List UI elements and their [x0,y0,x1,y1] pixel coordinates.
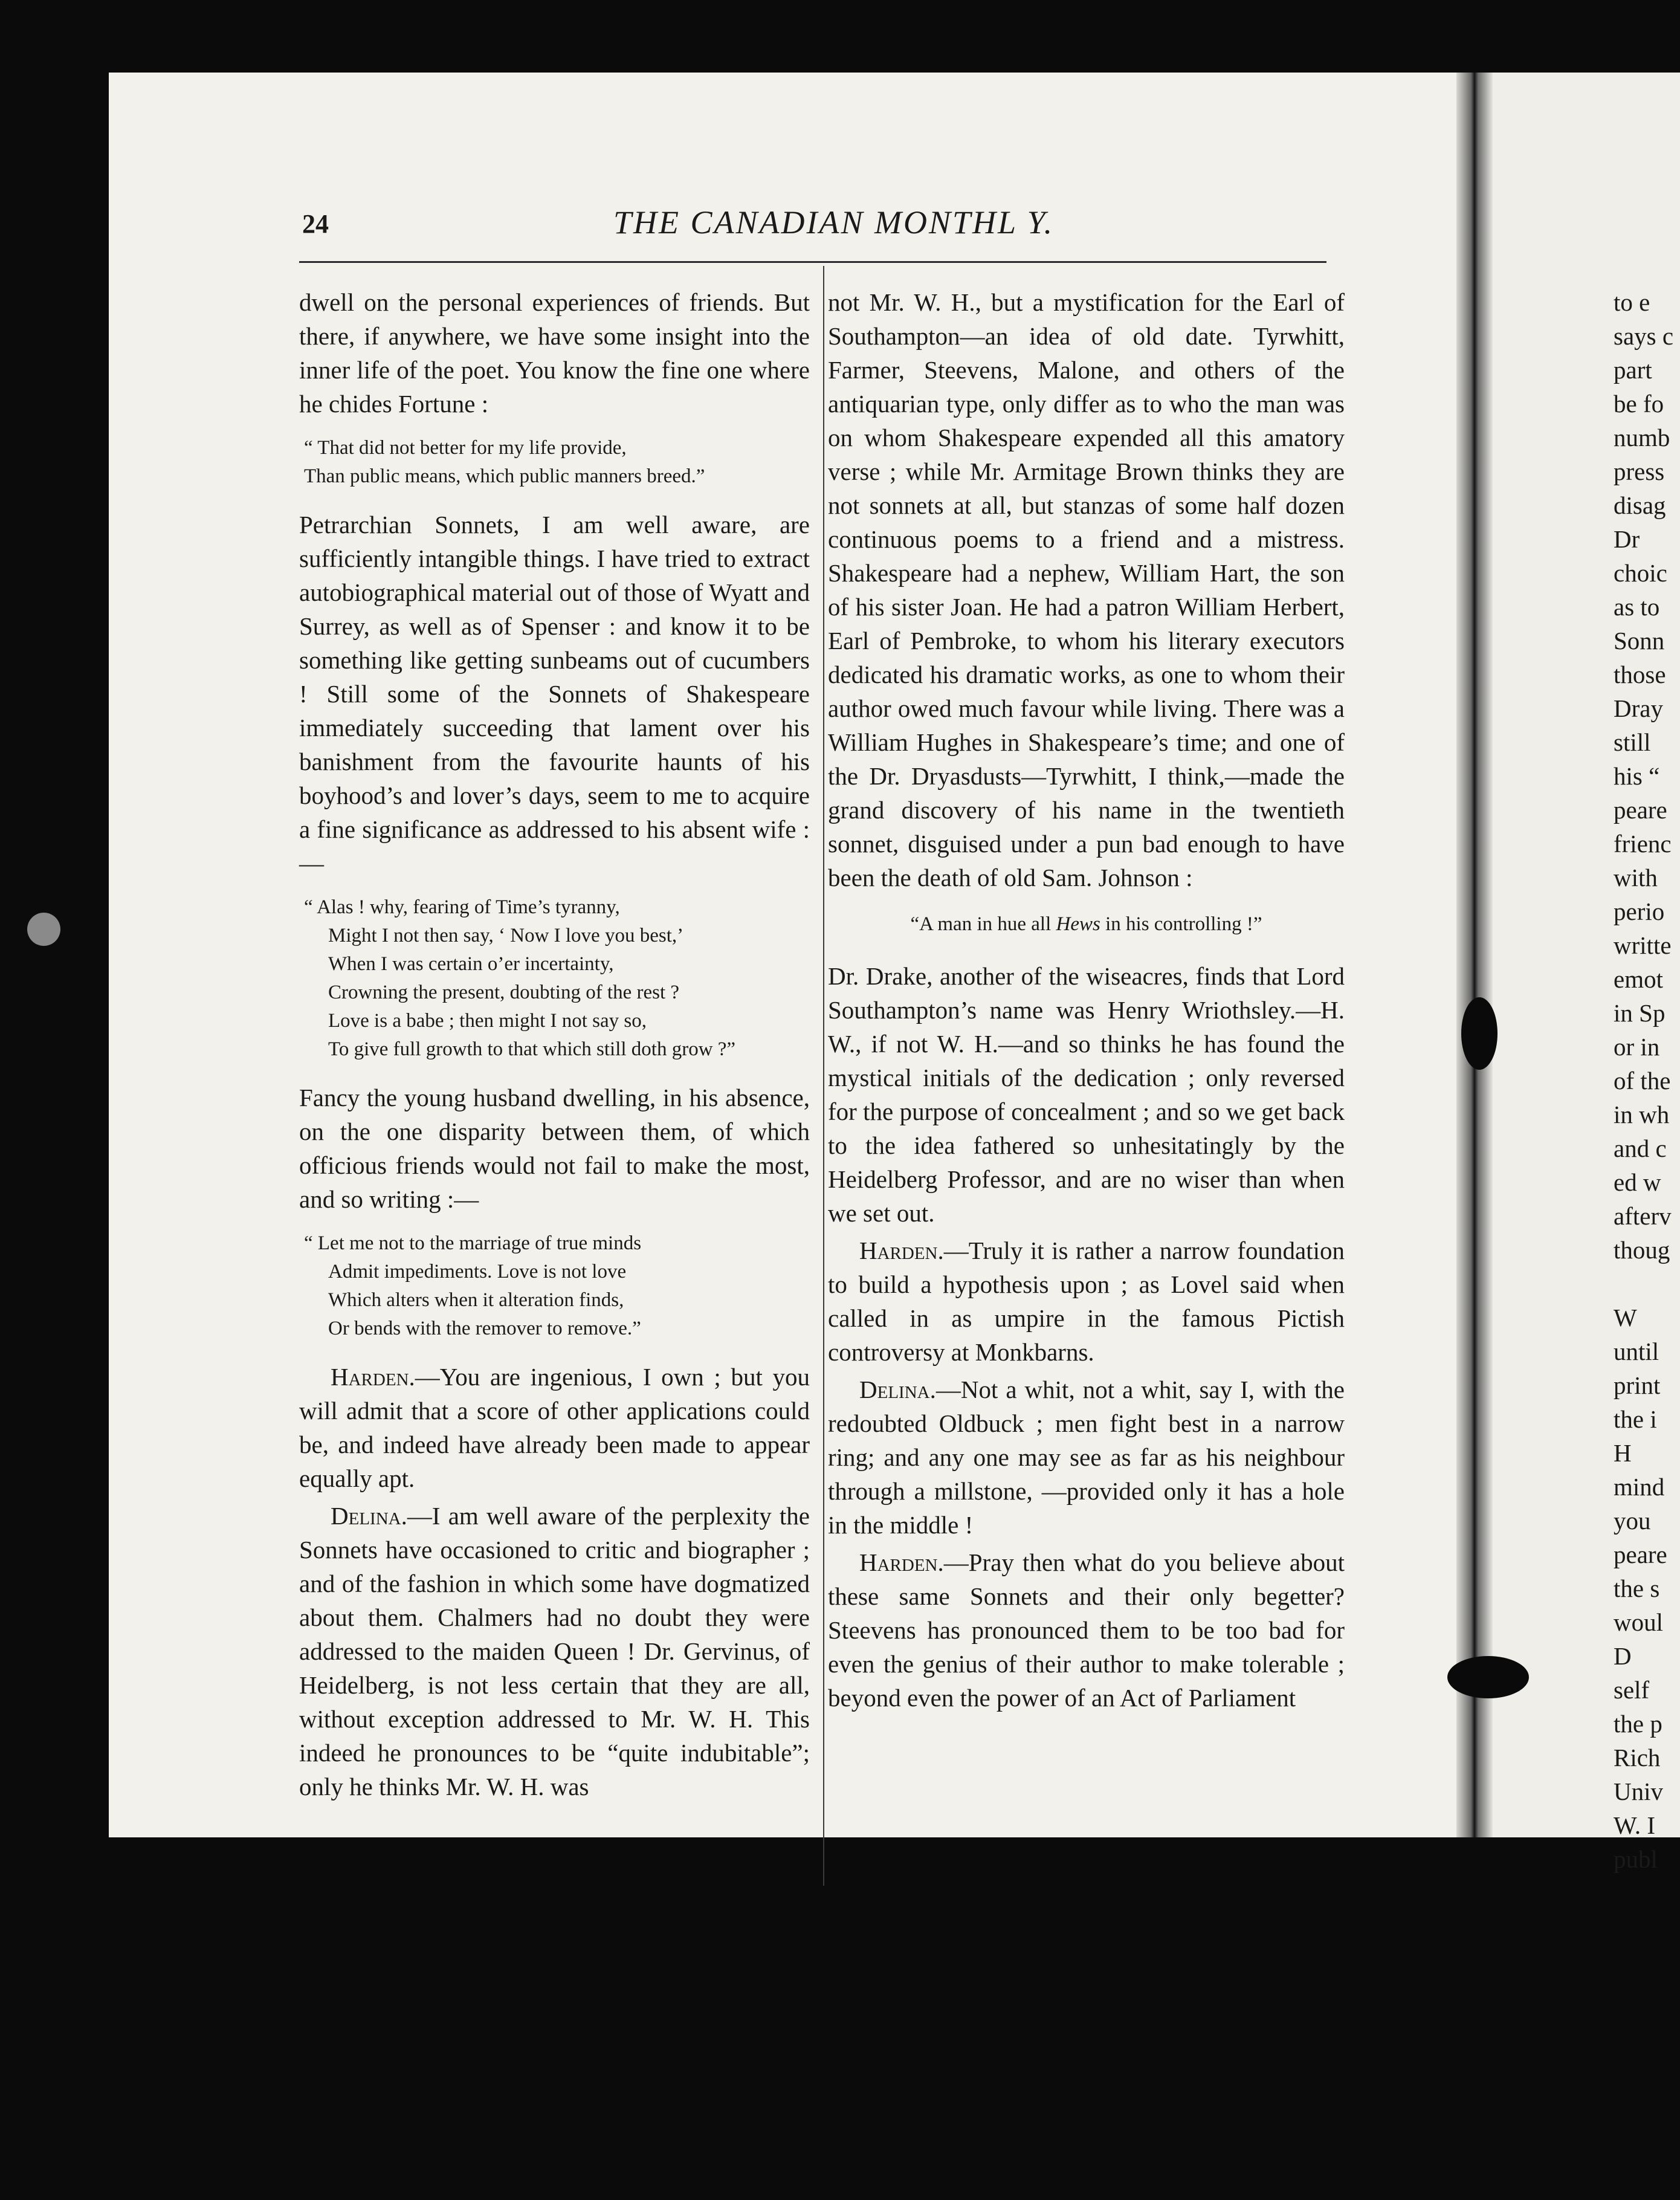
right-page-line-fragment: the s [1614,1574,1660,1602]
right-page-line-fragment: and c [1614,1134,1667,1162]
sonnet-quote [299,434,810,491]
right-page-line-fragment: choic [1614,559,1667,587]
right-page-line-fragment: Dr [1614,525,1640,553]
running-title: THE CANADIAN MONTHL Y. [613,204,1055,241]
quote-emphasis: Hews [1056,913,1100,935]
paragraph: Petrarchian Sonnets, I am well aware, are sufficiently intangible things. I have tried to extract autobiographical material out of those of Wyatt and Surrey, as well as of Spenser : and know it to be something like getting sunbeams out of cucumbers ! Still some of the Sonnets of Shakespeare immediately succeeding that lament over his banishment from the favourite haunts of his boyhood’s and lover’s days, seem to me to acquire a fine significance as addressed to his absent wife :— [299,511,810,877]
middle-column [828,285,1345,1715]
right-page-line-fragment: be fo [1614,390,1664,418]
right-page-line-fragment: press [1614,458,1665,485]
right-page-line-fragment: woul [1614,1608,1663,1636]
speaker-name: Harden. [859,1548,944,1576]
right-page-line-fragment: those [1614,661,1666,688]
dialogue-paragraph [299,1360,810,1495]
right-page-line-fragment: Sonn [1614,627,1665,655]
dialogue-paragraph [828,1545,1345,1715]
right-page-line-fragment: H [1614,1439,1632,1467]
right-page-line-fragment: self [1614,1676,1650,1704]
right-page-line-fragment: perio [1614,898,1665,925]
right-page-line-fragment: afterv [1614,1202,1672,1230]
right-page-line-fragment: W [1614,1304,1637,1331]
right-page-fragment-column [1614,285,1680,1876]
right-page-line-fragment: part [1614,356,1652,384]
right-page-line-fragment: in Sp [1614,999,1665,1027]
right-page-line-fragment: as to [1614,593,1660,621]
right-page-line-fragment: W. I [1614,1811,1656,1839]
right-page-line-fragment: Rich [1614,1744,1661,1771]
left-column [299,285,810,1804]
ink-blot [1461,997,1497,1070]
page-header [302,204,1329,251]
right-page-line-fragment: peare [1614,796,1667,824]
right-page-line-fragment: the i [1614,1405,1657,1433]
right-page-line-fragment: of the [1614,1067,1671,1095]
sonnet-quote [299,893,810,1064]
dialogue-text: —Not a whit, not a whit, say I, with the redoubted Oldbuck ; men fight best in a narrow ring; and any one may see as far as his neighbour through a millstone, —provided only it has a hole in the middle ! [828,1376,1345,1539]
right-page-line-fragment: frienc [1614,830,1672,858]
sonnet-quote [828,910,1345,939]
paragraph: Dr. Drake, another of the wiseacres, finds that Lord Southampton’s name was Henry Wriothsley.—H. W., if not W. H.—and so thinks he has found the mystical initials of the dedication ; only reversed for the purpose of concealment ; and so we get back to the idea fathered so unhesitatingly by the Heidelberg Professor, and are no wiser than when we set out. [828,962,1345,1227]
paragraph: not Mr. W. H., but a mystification for the Earl of Southampton—an idea of old date. Tyrwhitt, Farmer, Steevens, Malone, and others of the antiquarian type, only differ as to who the man was on whom Shakespeare expended all this amatory verse ; while Mr. Armitage Brown thinks they are not sonnets at all, but stanzas of some half dozen continuous poems to a friend and a mistress. Shakespeare had a nephew, William Hart, the son of his sister Joan. He had a patron William Herbert, Earl of Pembroke, to whom his literary executors dedicated his dramatic works, as one to whom their author owed much favour while living. There was a William Hughes in Shakespeare’s time; and one of the Dr. Dryasdusts—Tyrwhitt, I think,—made the grand discovery of his name in the twentieth sonnet, disguised under a pun bad enough to have been the death of old Sam. Johnson : [828,288,1345,891]
right-page-line-fragment: in wh [1614,1101,1670,1128]
quote-line: Love is a babe ; then might I not say so, [328,1010,647,1032]
ink-blot [27,913,60,946]
quote-line: “ That did not better for my life provide, [304,437,627,459]
right-page-line-fragment: says c [1614,322,1674,350]
quote-line: To give full growth to that which still doth grow ?” [328,1038,736,1060]
book-spine [1456,73,1493,1837]
right-page-line-fragment: disag [1614,491,1666,519]
right-page-line-fragment: until [1614,1338,1659,1365]
dialogue-text: —Truly it is rather a narrow foundation to build a hypothesis upon ; as Lovel said when called in as umpire in the famous Pictish controversy at Monkbarns. [828,1237,1345,1366]
right-page-line-fragment: D [1614,1642,1632,1670]
right-page-line-fragment: peare [1614,1541,1667,1568]
quote-line: Or bends with the remover to remove.” [328,1318,641,1339]
page-number: 24 [302,209,329,239]
right-page-line-fragment [1614,1267,1680,1301]
right-page-line-fragment: his “ [1614,762,1660,790]
dialogue-paragraph [299,1499,810,1804]
sonnet-quote [299,1229,810,1343]
dialogue-paragraph [828,1373,1345,1542]
right-page-line-fragment: emot [1614,965,1663,993]
quote-line: Crowning the present, doubting of the rest ? [328,982,680,1003]
column-divider [823,266,824,1886]
right-page-line-fragment: writte [1614,931,1672,959]
right-page-line-fragment: ed w [1614,1168,1661,1196]
speaker-name: Harden. [859,1237,944,1264]
right-page-line-fragment: publ [1614,1845,1658,1873]
right-page-line-fragment: you [1614,1507,1651,1535]
quote-line: Which alters when it alteration finds, [328,1289,624,1311]
quote-line: Than public means, which public manners breed.” [304,465,705,487]
dialogue-text: —Pray then what do you believe about these same Sonnets and their only begetter? Steevens has pronounced them to be too bad for even the genius of their author to make tolerable ; beyond even the power of an Act of Parliament [828,1548,1345,1712]
dialogue-text: —You are ingenious, I own ; but you will admit that a score of other applications could be, and indeed have already been made to appear equally apt. [299,1363,810,1492]
dialogue-text: —I am well aware of the perplexity the Sonnets have occasioned to critic and biographer ; and of the fashion in which some have dogmatized about them. Chalmers had no doubt they were addressed to the maiden Queen ! Dr. Gervinus, of Heidelberg, is not less certain that they are all, without exception addressed to Mr. W. H. This indeed he pronounces to be “quite indubitable”; only he thinks Mr. W. H. was [299,1502,810,1800]
quote-line: Admit impediments. Love is not love [328,1261,627,1283]
right-page-line-fragment: thoug [1614,1236,1670,1264]
paragraph: Fancy the young husband dwelling, in his absence, on the one disparity between them, of which officious friends would not fail to make the most, and so writing :— [299,1084,810,1213]
right-page-line-fragment: numb [1614,424,1670,451]
quote-line: Might I not then say, ‘ Now I love you best,’ [328,925,684,946]
right-page-line-fragment: with [1614,864,1658,891]
quote-line: “ Let me not to the marriage of true minds [304,1232,642,1254]
paragraph: dwell on the personal experiences of friends. But there, if anywhere, we have some insight into the inner life of the poet. You know the fine one where he chides Fortune : [299,288,810,418]
right-page-line-fragment: Univ [1614,1778,1663,1805]
right-page-line-fragment: mind [1614,1473,1665,1501]
header-rule [299,261,1326,263]
right-page-line-fragment: Dray [1614,694,1663,722]
right-page-line-fragment: still [1614,728,1651,756]
quote-text: in his controlling !” [1100,913,1262,935]
quote-line: When I was certain o’er incertainty, [328,953,614,975]
quote-text: “A man in hue all [910,913,1056,935]
dialogue-paragraph [828,1234,1345,1369]
right-page-line-fragment: to e [1614,288,1650,316]
speaker-name: Harden. [331,1363,415,1391]
right-page-line-fragment: or in [1614,1033,1660,1061]
quote-line: “ Alas ! why, fearing of Time’s tyranny, [304,896,620,918]
right-page-line-fragment: print [1614,1371,1661,1399]
speaker-name: Delina. [331,1502,407,1530]
speaker-name: Delina. [859,1376,936,1403]
right-page-line-fragment: the p [1614,1710,1662,1738]
ink-blot [1447,1656,1529,1698]
